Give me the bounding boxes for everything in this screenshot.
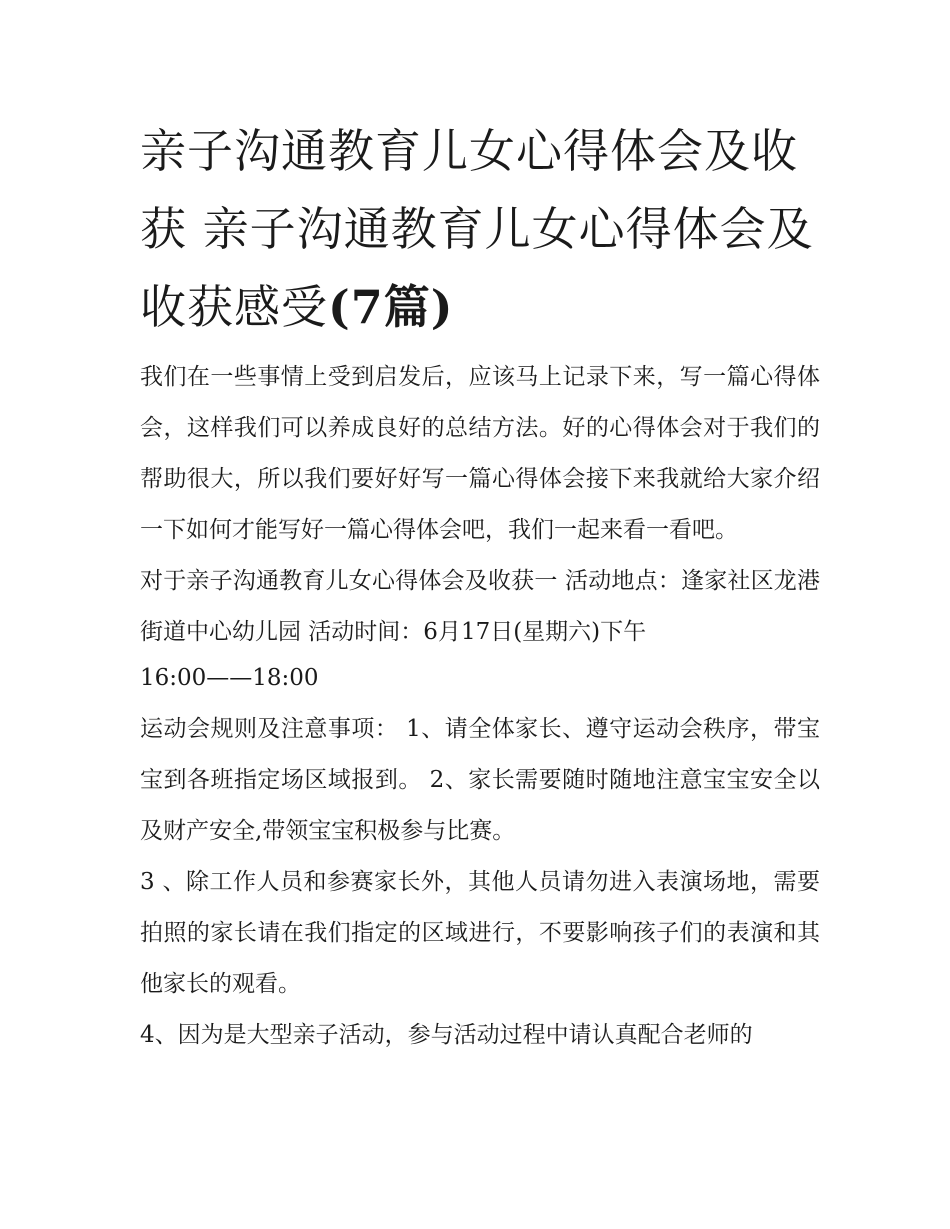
intro-paragraph: 我们在一些事情上受到启发后，应该马上记录下来，写一篇心得体会，这样我们可以养成良好的总结方法。好的心得体会对于我们的帮助很大，所以我们要好好写一篇心得体会接下来我就给大家介绍一下如何才能写好一篇心得体会吧，我们一起来看一看吧。 [140,364,820,543]
document-page [140,112,820,1061]
document-title-main: 亲子沟通教育儿女心得体会及收获 亲子沟通教育儿女心得体会及收获感受 [140,124,814,334]
rules-paragraph: 运动会规则及注意事项： 1、请全体家长、遵守运动会秩序，带宝宝到各班指定场区域报到。 2、家长需要随时随地注意宝宝安全以及财产安全,带领宝宝积极参与比赛。 [140,716,820,844]
document-title [140,112,820,346]
activity-time-paragraph: 16:00——18:00 [140,665,319,691]
activity-info-paragraph: 对于亲子沟通教育儿女心得体会及收获一 活动地点：逢家社区龙港街道中心幼儿园 活动时间：6月17日(星期六)下午 [140,568,820,645]
rule-3-paragraph: 3 、除工作人员和参赛家长外，其他人员请勿进入表演场地，需要拍照的家长请在我们指定的区域进行，不要影响孩子们的表演和其他家长的观看。 [140,869,820,997]
rule-4-paragraph: 4、因为是大型亲子活动，参与活动过程中请认真配合老师的 [140,1022,753,1048]
document-title-suffix: (7篇) [328,280,454,334]
